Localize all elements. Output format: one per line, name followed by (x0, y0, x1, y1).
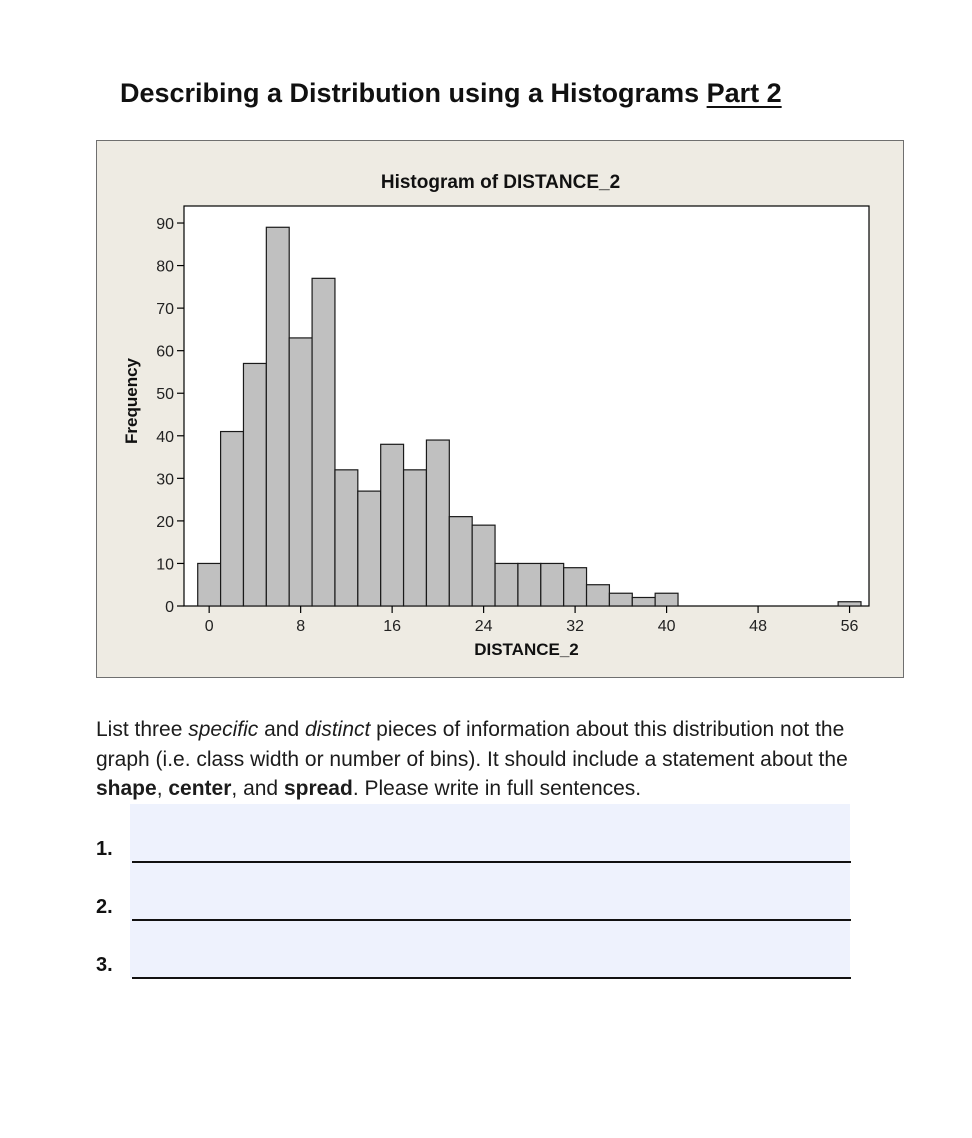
x-tick-label: 32 (566, 618, 585, 635)
y-tick-label: 60 (156, 343, 174, 361)
histogram-bar (655, 593, 678, 606)
y-tick-label: 50 (156, 386, 174, 404)
title-main: Describing a Distribution using a Histograms (120, 78, 700, 108)
histogram-bar (404, 470, 427, 606)
answer-number: 2. (96, 896, 113, 918)
x-tick-label: 8 (296, 618, 306, 635)
prompt-text-2: and (258, 718, 305, 741)
prompt-text-4: , (156, 777, 169, 800)
histogram-bar (632, 597, 655, 606)
histogram-bar (449, 517, 472, 606)
answer-number: 1. (96, 838, 113, 860)
title-part: Part 2 (706, 78, 782, 108)
x-tick-label: 16 (383, 618, 402, 635)
histogram-figure (96, 140, 904, 678)
histogram-bar (266, 227, 289, 606)
histogram-bar (518, 563, 541, 606)
histogram-bar (243, 363, 266, 606)
x-axis-label: DISTANCE_2 (474, 640, 579, 659)
histogram-bar (426, 440, 449, 606)
y-tick-label: 80 (156, 258, 174, 276)
x-tick-label: 56 (840, 618, 859, 635)
histogram-bar (564, 568, 587, 606)
answer-row-1 (0, 823, 972, 863)
histogram-bar (381, 444, 404, 606)
y-tick-label: 40 (156, 428, 174, 446)
prompt-text-1: List three (96, 718, 189, 741)
prompt-em-distinct: distinct (304, 718, 371, 741)
prompt-bold-center: center (168, 777, 232, 800)
answer-number: 3. (96, 954, 113, 976)
histogram-bar (221, 432, 244, 606)
histogram-bar (358, 491, 381, 606)
answer-field-1[interactable] (132, 861, 851, 863)
histogram-bar (609, 593, 632, 606)
y-tick-label: 30 (156, 471, 174, 489)
instructions (96, 715, 886, 804)
page-title (120, 78, 782, 109)
histogram-chart (97, 141, 905, 679)
y-tick-label: 0 (165, 599, 174, 616)
x-tick-label: 0 (204, 618, 214, 635)
answer-field-2[interactable] (132, 919, 851, 921)
y-axis-label: Frequency (122, 358, 141, 444)
prompt-bold-shape: shape (96, 777, 157, 800)
histogram-bar (587, 585, 610, 606)
x-tick-label: 48 (749, 618, 767, 635)
histogram-bar (541, 563, 564, 606)
answer-field-3[interactable] (132, 977, 851, 979)
histogram-bar (472, 525, 495, 606)
histogram-bar (289, 338, 312, 606)
y-tick-label: 70 (156, 301, 174, 319)
prompt-bold-spread: spread (283, 777, 353, 800)
prompt-em-specific: specific (188, 718, 259, 741)
histogram-bar (838, 602, 861, 606)
histogram-bar (312, 278, 335, 606)
histogram-bar (495, 563, 518, 606)
answer-row-2 (0, 881, 972, 921)
prompt-text-6: . Please write in full sentences. (352, 777, 642, 800)
x-tick-label: 24 (474, 618, 493, 635)
answer-row-3 (0, 939, 972, 979)
prompt-text-5: , and (231, 777, 284, 800)
y-tick-label: 90 (156, 216, 174, 234)
histogram-bar (198, 563, 221, 606)
x-tick-label: 40 (657, 618, 676, 635)
prompt-text-3: pieces of information about this distribution not the graph (i.e. class width or number of bins). It should include a statement about the (96, 718, 848, 771)
y-tick-label: 10 (156, 556, 174, 574)
y-tick-label: 20 (156, 513, 174, 531)
histogram-bar (335, 470, 358, 606)
chart-title: Histogram of DISTANCE_2 (380, 172, 621, 193)
